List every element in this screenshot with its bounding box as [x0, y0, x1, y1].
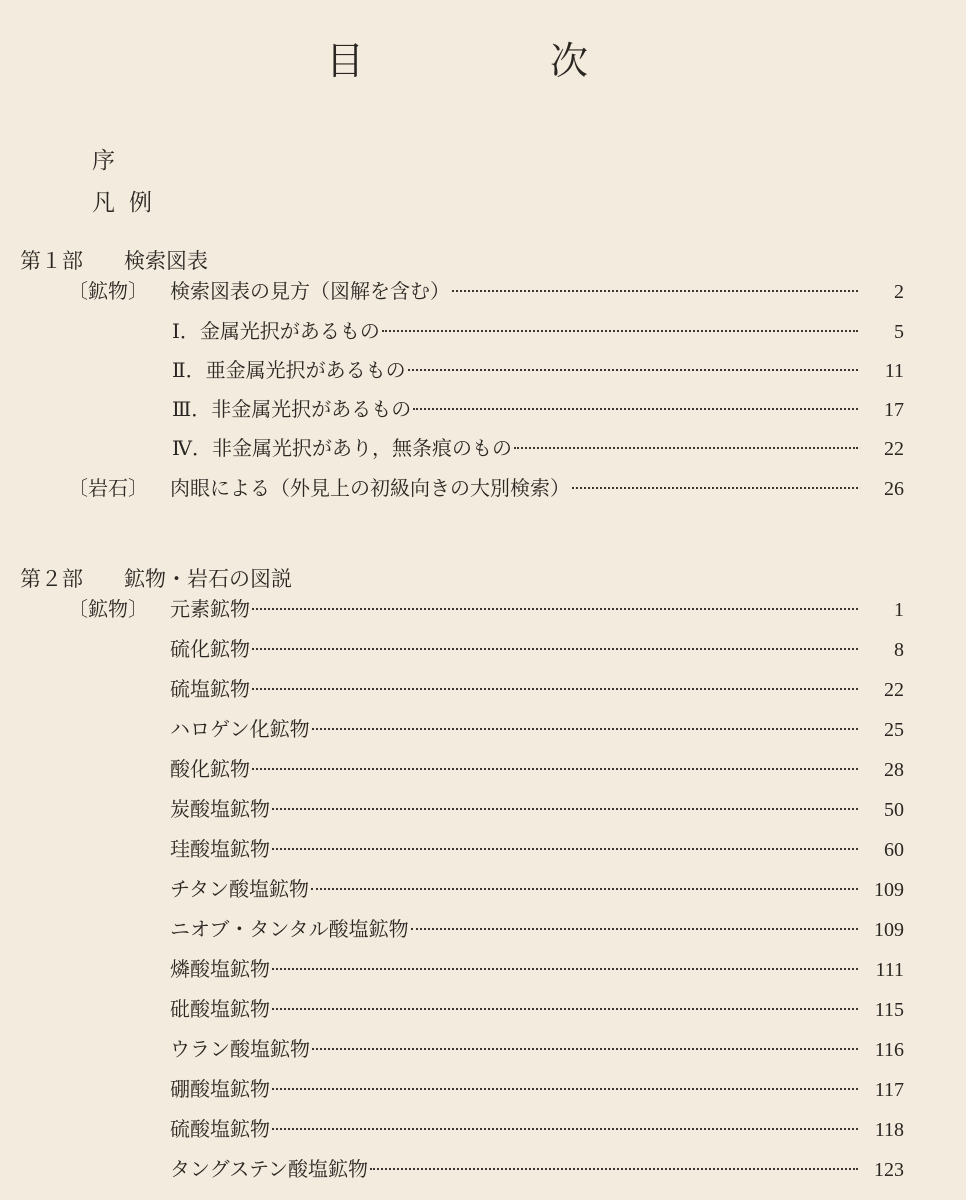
entry-label: タングステン酸塩鉱物 [170, 1157, 368, 1181]
entry-label: 硫塩鉱物 [170, 677, 250, 701]
entry-label: 燐酸塩鉱物 [170, 957, 270, 981]
entry-page: 28 [884, 759, 904, 781]
entry-label: ウラン酸塩鉱物 [170, 1037, 310, 1061]
entry-page: 11 [884, 360, 904, 382]
entry-label: 元素鉱物 [170, 597, 250, 621]
entry-label: チタン酸塩鉱物 [170, 877, 309, 901]
toc-entry [170, 995, 904, 1024]
title-char-2: 次 [550, 39, 589, 83]
toc-entry [170, 715, 904, 744]
entry-page: 17 [884, 399, 904, 421]
dot-leader [252, 608, 858, 610]
notes-entry: 凡例 [92, 190, 166, 216]
entry-page: 117 [874, 1079, 904, 1101]
toc-entry [170, 1115, 904, 1144]
entry-label: Ⅲ．非金属光択があるもの [172, 397, 412, 421]
entry-label: 酸化鉱物 [170, 757, 250, 781]
dot-leader [252, 688, 858, 690]
entry-page: 22 [884, 438, 904, 460]
toc-entry [170, 875, 904, 904]
dot-leader [272, 1128, 858, 1130]
entry-page: 25 [884, 719, 904, 741]
toc-entry [68, 474, 904, 503]
page-title [0, 36, 966, 86]
dot-leader [252, 648, 858, 650]
dot-leader [272, 808, 858, 810]
dot-leader [272, 1088, 858, 1090]
entry-label: Ⅳ．非金属光択があり，無条痕のもの [172, 436, 512, 460]
dot-leader [411, 928, 858, 930]
entry-label: 検索図表の見方（図解を含む） [170, 279, 450, 303]
entry-page: 111 [875, 959, 904, 981]
part1-number: 第１部 [20, 249, 83, 273]
toc-entry [170, 1155, 904, 1184]
toc-entry [172, 317, 904, 346]
dot-leader [272, 848, 858, 850]
entry-label: 硫化鉱物 [170, 637, 250, 661]
entry-label: 炭酸塩鉱物 [170, 797, 270, 821]
category-mineral: 〔鉱物〕 [68, 279, 148, 303]
entry-label: 肉眼による（外見上の初級向きの大別検索） [170, 476, 570, 500]
toc-entry [170, 835, 904, 864]
toc-entry [170, 1035, 904, 1064]
entry-label: ハロゲン化鉱物 [170, 717, 310, 741]
title-char-1: 目 [326, 39, 365, 83]
entry-label: ニオブ・タンタル酸塩鉱物 [170, 917, 409, 941]
dot-leader [572, 487, 858, 489]
dot-leader [272, 968, 858, 970]
dot-leader [312, 728, 858, 730]
entry-page: 109 [874, 919, 904, 941]
dot-leader [452, 290, 858, 292]
entry-label: 硼酸塩鉱物 [170, 1077, 270, 1101]
dot-leader [312, 1048, 858, 1050]
dot-leader [272, 1008, 858, 1010]
toc-entry [68, 595, 904, 624]
entry-page: 50 [884, 799, 904, 821]
toc-entry [170, 795, 904, 824]
category-mineral: 〔鉱物〕 [68, 597, 148, 621]
entry-page: 2 [894, 281, 904, 303]
entry-label: Ⅰ．金属光択があるもの [172, 319, 380, 343]
entry-page: 5 [894, 321, 904, 343]
part1-title: 検索図表 [124, 249, 208, 273]
category-rock: 〔岩石〕 [68, 476, 148, 500]
part2-heading [20, 565, 292, 593]
entry-page: 118 [874, 1119, 904, 1141]
entry-page: 109 [874, 879, 904, 901]
entry-page: 22 [884, 679, 904, 701]
toc-entry [170, 755, 904, 784]
part2-title: 鉱物・岩石の図説 [124, 567, 292, 591]
entry-label: 砒酸塩鉱物 [170, 997, 270, 1021]
entry-page: 123 [874, 1159, 904, 1181]
dot-leader [413, 408, 858, 410]
dot-leader [311, 888, 858, 890]
part1-heading [20, 247, 208, 275]
entry-page: 1 [894, 599, 904, 621]
entry-page: 116 [874, 1039, 904, 1061]
toc-entry [170, 915, 904, 944]
toc-entry [172, 356, 904, 385]
entry-page: 60 [884, 839, 904, 861]
toc-entry [68, 277, 904, 306]
dot-leader [382, 330, 858, 332]
dot-leader [252, 768, 858, 770]
toc-entry [170, 675, 904, 704]
part2-number: 第２部 [20, 567, 83, 591]
entry-page: 8 [894, 639, 904, 661]
dot-leader [514, 447, 858, 449]
toc-entry [172, 395, 904, 424]
toc-entry [170, 1075, 904, 1104]
entry-page: 115 [874, 999, 904, 1021]
entry-page: 26 [884, 478, 904, 500]
entry-label: 珪酸塩鉱物 [170, 837, 270, 861]
toc-entry [170, 955, 904, 984]
toc-entry [172, 434, 904, 463]
entry-label: Ⅱ．亜金属光択があるもの [172, 358, 406, 382]
toc-entry [170, 635, 904, 664]
preface-entry: 序 [92, 148, 115, 174]
dot-leader [408, 369, 858, 371]
dot-leader [370, 1168, 858, 1170]
entry-label: 硫酸塩鉱物 [170, 1117, 270, 1141]
